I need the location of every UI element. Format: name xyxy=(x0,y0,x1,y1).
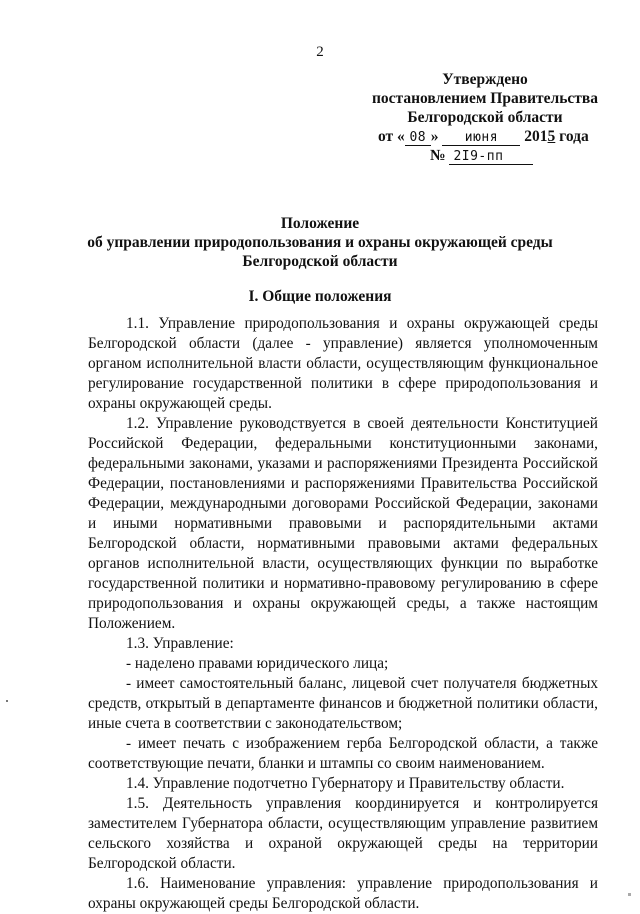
approval-block xyxy=(360,70,610,165)
paragraph-1-3: 1.3. Управление: xyxy=(126,635,234,652)
paragraph-1-5: 1.5. Деятельность управления координируется и контролируется заместителем Губернатора области, осуществляющим управление развитием сельского хозяйства и охраной окружающей среды на территории Белгородской области. xyxy=(88,795,598,872)
date-year-prefix: 201 xyxy=(524,128,548,145)
page-number: 2 xyxy=(316,44,324,60)
document-body xyxy=(88,314,598,914)
paragraph-1-6: 1.6. Наименование управления: управление природопользования и охраны окружающей среды Белгородской области. xyxy=(88,875,598,912)
paragraph-1-3-item-1: - наделено правами юридического лица; xyxy=(126,655,389,672)
section-title: I. Общие положения xyxy=(248,288,392,305)
approval-line-3: Белгородской области xyxy=(407,109,563,126)
date-month: июня xyxy=(442,130,520,146)
approval-line-2: постановлением Правительства xyxy=(371,90,599,107)
paragraph-1-3-item-2: - имеет самостоятельный баланс, лицевой счет получателя бюджетных средств, открытый в департаменте финансов и бюджетной политики области, иные счета в соответствии с законодательством; xyxy=(88,675,598,732)
number-value: 2I9-пп xyxy=(449,149,533,165)
date-prefix: от « xyxy=(378,128,405,145)
paragraph-1-1: 1.1. Управление природопользования и охраны окружающей среды Белгородской области (далее - управление) является уполномоченным органом исполнительной власти области, осуществляющим функциональное регулирование государственной политики в сфере природопользования и охраны окружающей среды. xyxy=(88,315,598,412)
title-line-1: Положение xyxy=(280,215,360,232)
date-mid: » xyxy=(430,128,439,145)
scan-corner-speck xyxy=(628,893,631,896)
title-line-2: об управлении природопользования и охраны окружающей среды xyxy=(87,234,553,251)
date-day: 08 xyxy=(405,130,431,146)
date-year-last: 5 xyxy=(547,128,556,145)
scan-speck xyxy=(6,700,8,702)
approval-number-line xyxy=(360,146,610,165)
document-title xyxy=(0,214,640,271)
date-suffix: года xyxy=(559,128,589,145)
paragraph-1-3-item-3: - имеет печать с изображением герба Белгородской области, а также соответствующие печати, бланки и штампы со своим наименованием. xyxy=(88,735,598,772)
title-line-3: Белгородской области xyxy=(242,253,398,270)
approval-line-1: Утверждено xyxy=(442,71,528,88)
paragraph-1-4: 1.4. Управление подотчетно Губернатору и Правительству области. xyxy=(126,775,565,792)
paragraph-1-2: 1.2. Управление руководствуется в своей деятельности Конституцией Российской Федерации, федеральными конституционными законами, федеральными законами, указами и распоряжениями Президента Российской Федерации, постановлениями и распоряжениями Правительства Российской Федерации, международными договорами Российской Федерации, законами и иными нормативными правовыми и распорядительными актами Белгородской области, нормативными правовыми актами федеральных органов исполнительной власти, осуществляющих функции по выработке государственной политики и нормативно-правовому регулированию в сфере природопользования и охраны окружающей среды, а также настоящим Положением. xyxy=(88,415,598,632)
number-prefix: № xyxy=(430,147,446,164)
approval-date-line xyxy=(360,127,610,146)
